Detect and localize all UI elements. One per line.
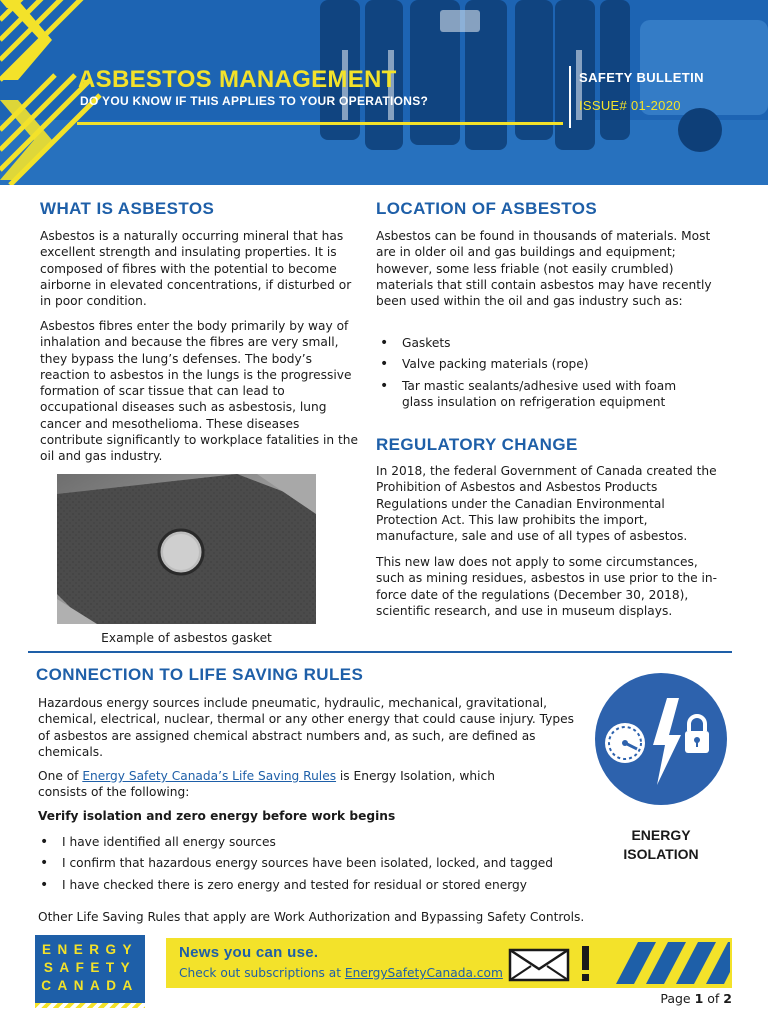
energy-isolation-icon	[595, 673, 727, 805]
list-item: • I have identified all energy sources	[36, 834, 596, 850]
issue-number: ISSUE# 01-2020	[579, 98, 681, 113]
energy-isolation-checklist	[36, 834, 596, 898]
news-title: News you can use.	[179, 944, 319, 961]
subscription-link[interactable]: EnergySafetyCanada.com	[344, 966, 503, 980]
bulletin-title: ASBESTOS MANAGEMENT	[78, 66, 397, 93]
list-item: • Gaskets	[376, 335, 706, 351]
page-prefix: Page	[660, 991, 695, 1006]
title-underline	[77, 122, 563, 125]
news-prefix: Check out subscriptions at	[179, 966, 345, 980]
page-number	[660, 991, 732, 1006]
what-is-asbestos-para-2: Asbestos fibres enter the body primarily by way of inhalation and because the fibres are very small, they bypass the lung’s defenses. The body’s reaction to asbestos in the lungs is the progressive formation of scar tissue that can lead to occupational diseases such as asbestosis, lung cancer and mesothelioma. These diseases contribute significantly to workplace fatalities in the oil and gas industry.	[40, 319, 358, 464]
label-line-1: ENERGY	[631, 827, 691, 843]
what-is-asbestos-heading: WHAT IS ASBESTOS	[40, 199, 215, 218]
bulletin-subtitle: DO YOU KNOW IF THIS APPLIES TO YOUR OPERATIONS?	[80, 94, 429, 108]
life-saving-para-1: Hazardous energy sources include pneumatic, hydraulic, mechanical, gravitational, chemical, electrical, nuclear, thermal or any other energy that could cause injury. Types of asbestos are assigned chemical abstract numbers and, as such, are defined as chemicals.	[38, 696, 574, 759]
page-of: of	[703, 991, 724, 1006]
header-divider	[569, 66, 571, 128]
logo-line-3: CANADA	[41, 978, 139, 993]
label-line-2: ISOLATION	[623, 846, 699, 862]
para2-suffix: is Energy Isolation, which consists of the following:	[38, 769, 495, 800]
what-is-asbestos-para-1: Asbestos is a naturally occurring mineral that has excellent strength and insulating properties. It is composed of fibres with the potential to become airborne in elevated concentrations, if disturbed or in poor condition.	[40, 229, 352, 309]
gasket-caption: Example of asbestos gasket	[101, 631, 272, 645]
regulatory-change-heading: REGULATORY CHANGE	[376, 435, 578, 454]
asbestos-materials-list	[376, 335, 706, 415]
life-saving-rules-link[interactable]: Energy Safety Canada’s Life Saving Rules	[82, 769, 337, 783]
section-divider	[28, 651, 732, 653]
energy-safety-canada-logo	[35, 935, 145, 1003]
news-subscription-text	[179, 966, 503, 980]
page-current: 1	[694, 991, 704, 1006]
location-of-asbestos-heading: LOCATION OF ASBESTOS	[376, 199, 598, 218]
list-item: • I have checked there is zero energy and tested for residual or stored energy	[36, 877, 596, 893]
logo-line-1: ENERGY	[41, 942, 138, 957]
energy-isolation-label	[594, 826, 728, 864]
asbestos-gasket-photo	[57, 474, 316, 624]
logo-line-2: SAFETY	[43, 960, 137, 975]
bulletin-label: SAFETY BULLETIN	[579, 70, 704, 85]
verify-isolation-heading: Verify isolation and zero energy before work begins	[38, 809, 396, 823]
list-item: • Valve packing materials (rope)	[376, 356, 706, 372]
other-rules-note: Other Life Saving Rules that apply are Work Authorization and Bypassing Safety Controls.	[38, 910, 585, 924]
logo-stripe	[35, 1003, 145, 1008]
life-saving-para-2	[38, 768, 538, 801]
location-intro: Asbestos can be found in thousands of materials. Most are in older oil and gas buildings and equipment; however, some less friable (not easily crumbled) materials that still contain asbestos may have recently been used within the oil and gas industry such as:	[376, 229, 712, 309]
regulatory-para-1: In 2018, the federal Government of Canada created the Prohibition of Asbestos and Asbestos Products Regulations under the Canadian Environmental Protection Act. This law prohibits the import, manufacture, sale and use of all types of asbestos.	[376, 464, 717, 544]
list-item: • Tar mastic sealants/adhesive used with foam glass insulation on refrigeration equipment	[376, 378, 706, 411]
regulatory-para-2: This new law does not apply to some circumstances, such as mining residues, asbestos in use prior to the in-force date of the regulations (December 30, 2018), scientific research, and use in museum displays.	[376, 555, 718, 618]
life-saving-rules-heading: CONNECTION TO LIFE SAVING RULES	[36, 665, 364, 684]
page-total: 2	[723, 991, 732, 1006]
para2-prefix: One of	[38, 769, 83, 783]
list-item: • I confirm that hazardous energy sources have been isolated, locked, and tagged	[36, 855, 596, 871]
bulletin-header	[0, 0, 768, 185]
news-banner	[166, 938, 732, 988]
envelope-alert-icon	[506, 942, 730, 984]
